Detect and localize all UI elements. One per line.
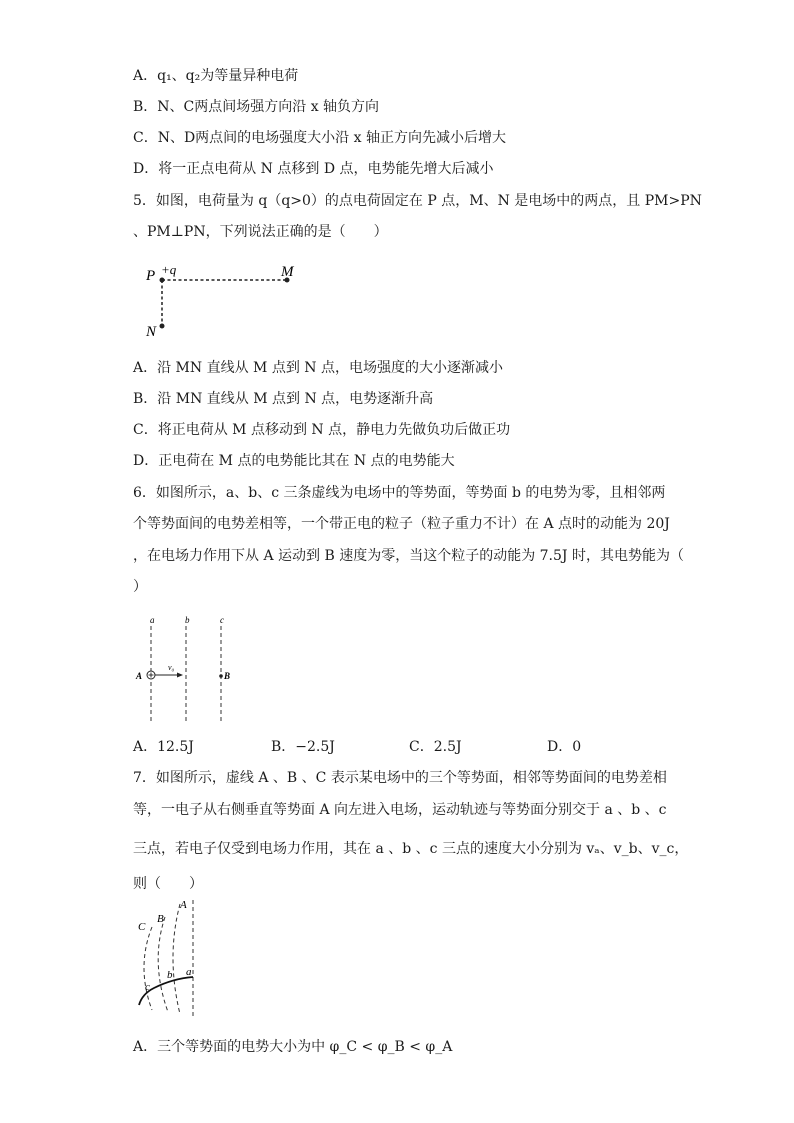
q7-stem-line2: 等，一电子从右侧垂直等势面 A 向左进入电场，运动轨迹与等势面分别交于 a 、b 、c (133, 802, 667, 818)
arrow-head-icon (177, 673, 183, 678)
point-p-dot (160, 278, 165, 283)
q5-figure (140, 258, 310, 342)
q6-stem-line4: ） (133, 579, 147, 595)
q6-stem-line3: ，在电场力作用下从 A 运动到 B 速度为零，当这个粒子的动能为 7.5J 时，其电势能为（ (133, 548, 684, 564)
label-point-b: B (224, 671, 231, 681)
label-n: N (146, 324, 157, 340)
label-plus-q: +q (161, 262, 177, 277)
point-n-dot (160, 324, 165, 329)
q7-stem-line4: 则（ ） (133, 876, 203, 892)
label-m: M (281, 264, 294, 280)
q6-options-row (133, 737, 581, 757)
q6-stem-line2: 个等势面间的电势差相等，一个带正电的粒子（粒子重力不计）在 A 点时的动能为 20J (133, 516, 670, 532)
label-surface-b: B (157, 913, 164, 925)
equipotential-b-curve (158, 917, 168, 1012)
q6-option-a: A．12.5J (133, 739, 194, 755)
q4-option-b: B．N、C两点间场强方向沿 x 轴负方向 (133, 99, 380, 115)
label-a: a (150, 615, 155, 625)
q7-figure (130, 892, 220, 1022)
q7-option-a: A．三个等势面的电势大小为中 φ_C < φ_B < φ_A (133, 1039, 453, 1055)
q7-stem-line3: 三点，若电子仅受到电场力作用，其在 a 、b 、c 三点的速度大小分别为 vₐ、v_b、v_c， (133, 841, 689, 857)
q5-option-d: D．正电荷在 M 点的电势能比其在 N 点的电势能大 (133, 453, 455, 469)
q4-option-c: C．N、D两点间的电场强度大小沿 x 轴正方向先减小后增大 (133, 130, 506, 146)
q4-option-a: A．q₁、q₂为等量异种电荷 (133, 68, 299, 84)
label-point-a: a (186, 966, 192, 978)
q5-stem-line1: 5．如图，电荷量为 q（q>0）的点电荷固定在 P 点，M、N 是电场中的两点，且 PM>PN (133, 193, 702, 209)
q5-option-a: A．沿 MN 直线从 M 点到 N 点，电场强度的大小逐渐减小 (133, 360, 503, 376)
label-surface-a: A (180, 899, 187, 911)
label-v0: v₀ (168, 663, 175, 672)
q6-option-b: B．−2.5J (271, 739, 335, 755)
equipotential-a-curve (173, 904, 180, 1014)
label-point-b: b (167, 969, 173, 981)
label-surface-c: C (138, 921, 146, 933)
q6-stem-line1: 6．如图所示，a、b、c 三条虚线为电场中的等势面，等势面 b 的电势为零，且相邻两 (133, 485, 666, 501)
q7-stem-line1: 7．如图所示，虚线 A 、B 、C 表示某电场中的三个等势面，相邻等势面间的电势差相 (133, 770, 667, 786)
label-point-c: c (145, 981, 150, 993)
q6-option-d: D．0 (547, 739, 582, 755)
point-b-dot (219, 674, 223, 678)
label-point-a: A (136, 671, 143, 681)
label-b: b (185, 615, 190, 625)
equipotential-c-curve (144, 927, 152, 1010)
q5-stem-line2: 、PM⊥PN，下列说法正确的是（ ） (133, 224, 388, 240)
q6-option-c: C．2.5J (409, 739, 462, 755)
label-c: c (220, 615, 224, 625)
q5-option-c: C．将正电荷从 M 点移动到 N 点，静电力先做负功后做正功 (133, 422, 511, 438)
q6-figure (130, 612, 240, 724)
q4-option-d: D．将一正点电荷从 N 点移到 D 点，电势能先增大后减小 (133, 161, 494, 177)
q5-option-b: B．沿 MN 直线从 M 点到 N 点，电势逐渐升高 (133, 391, 434, 407)
label-p: P (146, 268, 156, 284)
